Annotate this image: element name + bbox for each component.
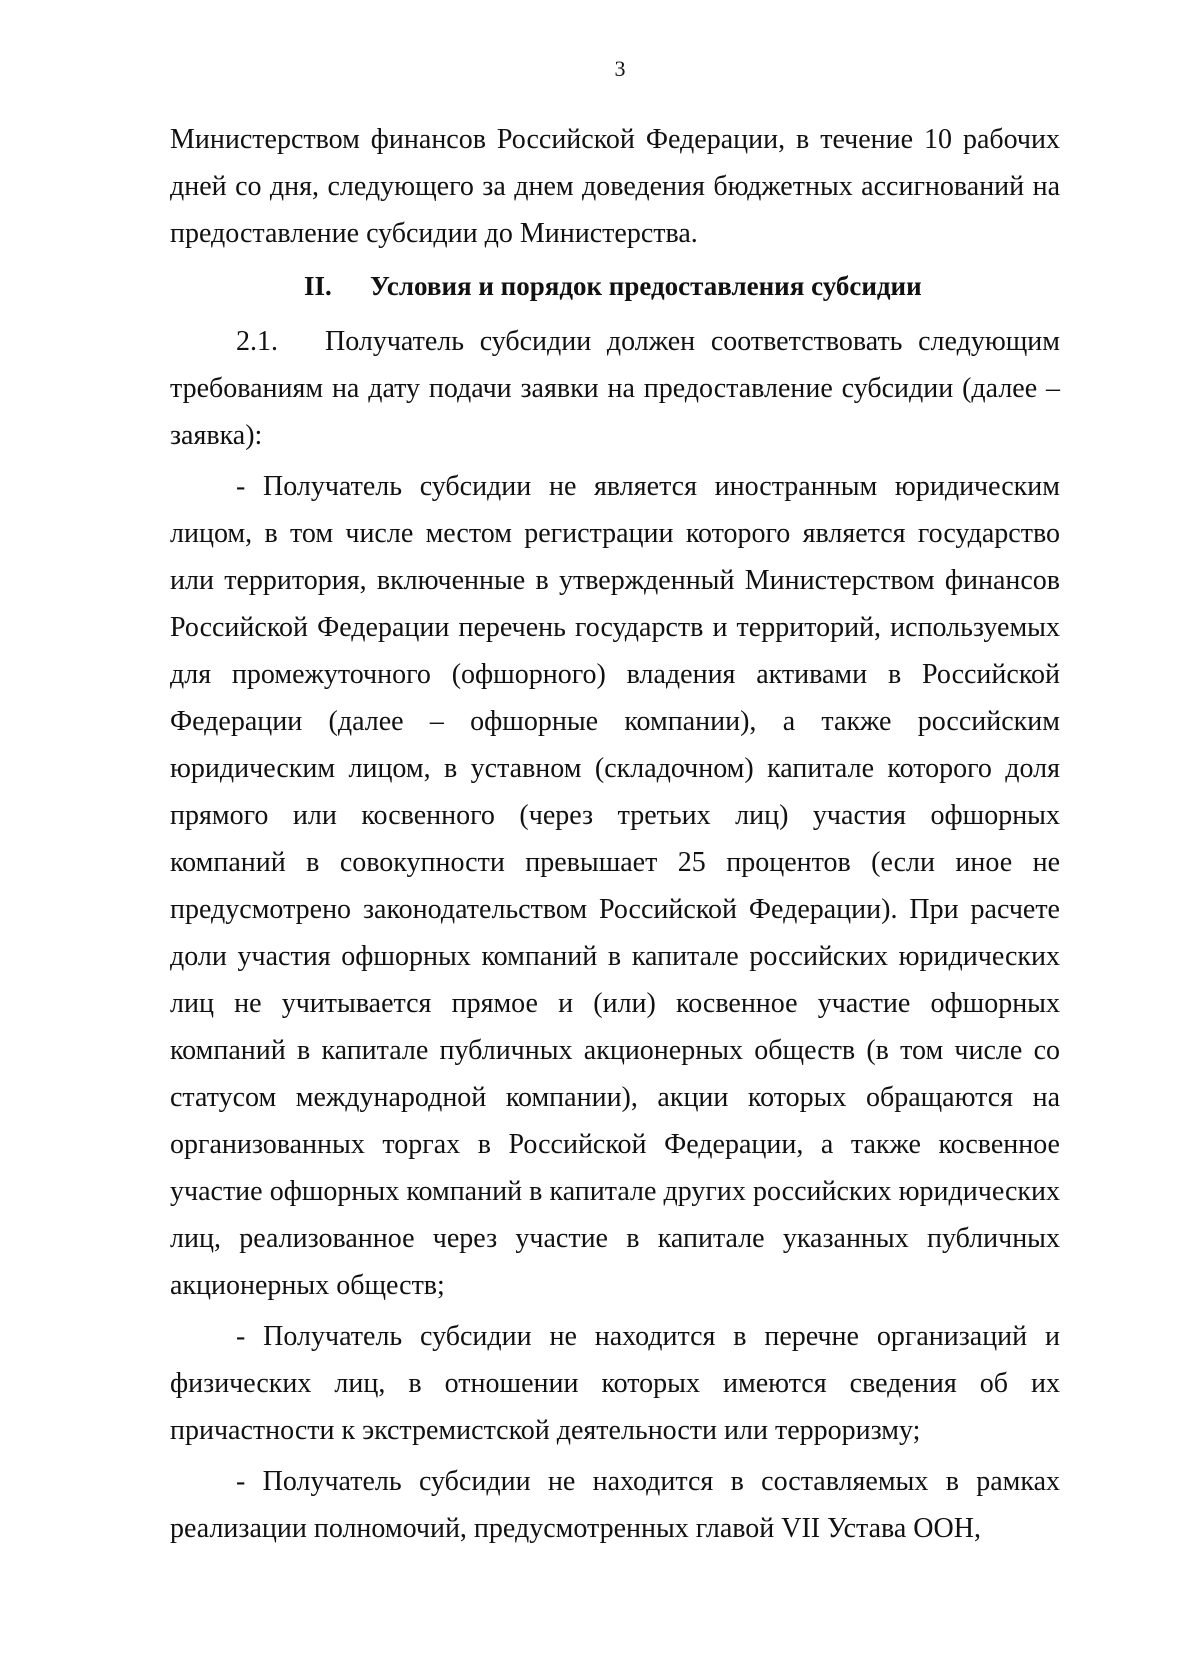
section-title: Условия и порядок предоставления субсидии bbox=[370, 271, 922, 301]
page-number: 3 bbox=[614, 56, 626, 81]
requirement-item: - Получатель субсидии не находится в составляемых в рамках реализации полномочий, предусмотренных главой VII Устава ООН, bbox=[170, 1466, 1060, 1544]
clause-number: 2.1. bbox=[236, 326, 278, 357]
requirement-item: - Получатель субсидии не является иностранным юридическим лицом, в том числе местом регистрации которого является государство или территория, включенные в утвержденный Министерством финансов Российской Федерации перечень государств и территорий, используемых для промежуточного (офшорного) владения активами в Российской Федерации (далее – офшорные компании), а также российским юридическим лицом, в уставном (складочном) капитале которого доля прямого или косвенного (через третьих лиц) участия офшорных компаний в совокупности превышает 25 процентов (если иное не предусмотрено законодательством Российской Федерации). При расчете доли участия офшорных компаний в капитале российских юридических лиц не учитывается прямое и (или) косвенное участие офшорных компаний в капитале публичных акционерных обществ (в том числе со статусом международной компании), акции которых обращаются на организованных торгах в Российской Федерации, а также косвенное участие офшорных компаний в капитале других российских юридических лиц, реализованное через участие в капитале указанных публичных акционерных обществ; bbox=[170, 471, 1060, 1301]
section-heading bbox=[170, 263, 1060, 310]
document-body bbox=[170, 116, 1060, 1552]
requirement-item: - Получатель субсидии не находится в перечне организаций и физических лиц, в отношении которых имеются сведения об их причастности к экстремистской деятельности или терроризму; bbox=[170, 1321, 1060, 1446]
continuation-paragraph: Министерством финансов Российской Федерации, в течение 10 рабочих дней со дня, следующего за днем доведения бюджетных ассигнований на предоставление субсидии до Министерства. bbox=[170, 124, 1060, 249]
clause-text: Получатель субсидии должен соответствовать следующим требованиям на дату подачи заявки на предоставление субсидии (далее – заявка): bbox=[170, 326, 1060, 451]
clause-2-1 bbox=[170, 318, 1060, 459]
section-number: II. bbox=[304, 271, 332, 301]
